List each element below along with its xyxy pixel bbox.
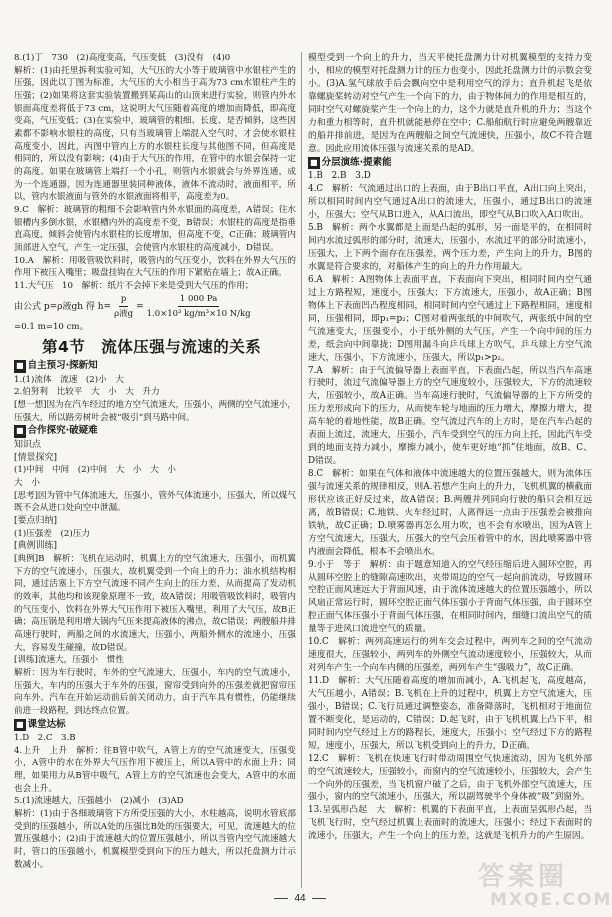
key-points: (1)压强差 (2)压力 (14, 528, 90, 539)
scenario-label: [情景探究] (14, 452, 58, 463)
training-analysis: 解析：因为车行驶时，车外的空气流速大，压强小，车内的空气流速小，压强大，车内的压强大于车外的压强，窗帘受到向外的压强差就把窗帘压向车外。汽车在开始运动前后前关闭动力，由于汽车具有惯性，仍能继续前进一段路程，到达终点位置。 (14, 667, 296, 716)
q10-answer: 10.A 解析：用吸管吸饮料时，吸管内的气压变小，饮料在外界大气压的作用下被压入嘴里；吸盘挂钩在大气压的作用下紧贴在墙上；故A正确。 (14, 255, 296, 279)
continued-analysis: 模型受到一个向上的升力，当天平使托盘测力计对机翼模型的支持力变小，相应的模型对托盘测力计的压力也变小，因此托盘测力计的示数会变小。(3)A.氢气球放手后会飘向空中是利用空气的浮力；直升机起飞是依靠螺旋桨转动对空气产生一个向下的力，由于物体间力的作用是相互的，同时空气对螺旋桨产生一个向上的力，这个力就是直升机的升力；当这个力和重力相等时，直升机就能悬停在空中；C.船舶航行时应避免两艘靠近的船并排前进，是因为在两艘船之间空气流速快，压强小，故C不符合题意。因此应用流体压强与流速关系的是AD。 (308, 53, 592, 154)
example-training-label: [典例训练] (14, 541, 58, 552)
column-divider (301, 52, 302, 888)
section-cooperative (14, 425, 296, 438)
training-answer: [训练]流速大，压强小 惯性 (14, 655, 124, 666)
chapter-title: 第4节 流体压强与流速的关系 (42, 338, 262, 357)
section-marker-icon: ■ (14, 719, 26, 732)
practice-10: 10.C 解析：两列高速运行的列车交会过程中，两列车之间的空气流动速度很大，压强较小，两列车的外侧空气流动速度较小，压强较大，从而对列车产生一个向车内侧的压强差，两列车产生“强吸力”，故C正确。 (308, 637, 592, 674)
fraction-2-numerator: 1 000 Pa (178, 292, 219, 307)
practice-9: 9.小于 等于 解析：由于题意知道入的空气经压缩后进入圆环空腔，再从圆环空腔上的缝隙高速吹出，夹带周边的空气一起向前流动，导致圆环空腔正面风速远大于背面风速，由于流体流速越大的位置压强越小，所以风扇正常运行时，圆环空腔正面气体压强小于背面气体压强，由于圆环空腔正面气体压强小于背面气体压强，在相同时间内，细缝口流出空气的质量等于进风口流进空气的质量。 (308, 559, 592, 635)
practice-4: 4.C 解析：气流通过出口的上表面，由于B出口平直，A出口向上突出，所以相同时间内空气通过A出口的流速大，压强小，通过B出口的流速小，压强大；空气从B口进入，从A口流出，即空气从B口吹入A口吹出。 (308, 184, 592, 221)
section-marker-icon: ■ (308, 157, 320, 170)
class-answer-5-analysis: 解析：(1)由于各细玻璃管下方所受压强的大小，水柱越高，说明水管底部受到的压强越小，所以A处的压强比B处的压强要大，可见，流速越大的位置压强越小；(2)由于流速越大的位置压强越小，所以当管内空气流速越大时，管口的压强越小，机翼模型受到向下的压力越大，所以托盘测力计示数减小。 (14, 809, 296, 870)
section-classroom-label: 课堂达标 (27, 718, 66, 730)
page-number: 44 (0, 893, 600, 904)
q9-answer: 9.C 解析：玻璃管的粗细不会影响管内外水银面的高度差，A错误；往水银槽内多倒水银，水银槽内外的高度差不变，B错误；水银柱的高度是指垂直高度，倾斜会使管内水银柱的长度增加，但高度不变，C正确；玻璃管内顶部进入空气，产生一定压强，会使管内水银柱的高度减小，D错误。 (14, 204, 296, 253)
practice-7: 7.A 解析：由于气流偏导器上表面平直，下表面凸起，所以当汽车高速行驶时，流过气流偏导器上方的空气速度较小，压强较大，下方的流速较大，压强较小，故A正确。当车高速行驶时，气流偏导器的上下方所受的压力差形成向下的压力，从而使车轮与地面的压力增大，摩擦力增大，提高车轮的着地性能，故B正确。空气流过汽车的上方时，是在汽车凸起的表面上流过，流速大，压强小，汽车受到空气的压力向上托，因此汽车受到的地面支持力减小，摩擦力减小，使车更好地“抓”住地面，故B、C、D错误。 (308, 365, 592, 467)
fraction-1-numerator: p (119, 292, 128, 307)
example-answer: [典例]B 解析：飞机在运动时，机翼上方的空气流速大，压强小，而机翼下方的空气流速小，压强大，故机翼受到一个向上的升力；油水机结构相同，通过活塞上下方空气流速不同产生向上的压力差，从而提高了发动机的效率，其他均和该现象原理不一致，故A错误；用吸管吸饮料时，吸管内的气压变小，饮料在外界大气压作用下被压入嘴里，利用了大气压，故B正确；高压锅是利用增大锅内气压来提高液体的沸点，故C错误；两艘船并排高速行驶时，两船之间的水流速大，压强小，两船外侧水的流速小，压强大，容易发生碰撞，故D错误。 (14, 553, 296, 653)
practice-1-3: 1.B 2.B 3.D (308, 171, 371, 182)
section-cooperative-label: 合作探究·破疑难 (27, 425, 98, 437)
q11-formula (14, 292, 296, 321)
left-column (14, 52, 296, 871)
preview-2: 2.伯努利 比较平 大 小 大 升力 (14, 387, 160, 398)
fraction-1 (114, 292, 133, 321)
thinking-answer: [思考]因为管中气体流速大，压强小，管外气体流速小，压强大，所以煤气既不会从进口处向空中泄漏。 (14, 490, 296, 514)
section-self-study-label: 自主预习·探新知 (27, 360, 98, 372)
class-answer-5: 5.(1)流速越大，压强越小 (2)减小 (3)AD (14, 796, 184, 807)
practice-6: 6.A 解析：A图物体上表面平直，下表面向下突出，相同时间内空气通过上方路程短，速度小，压强大；下方流速大，压强小，故A正确；B图物体上下表面凹凸程度相同，相同时间内空气通过上下路程相同，速度相同，压强相同，即p₁=p₂；C图对着两张纸的中间吹气，两张纸中间的空气流速变大，压强变小，小于纸外侧的大气压，产生一个向中间的压力差，纸会向中间靠拢；D图用漏斗向乒乓球上方吹气，乒乓球上方空气流速大，压强小，下方流速小，压强大，所以p₁>p₂。 (308, 274, 592, 363)
practice-13: 13.呈弧形凸起 大 解析：机翼的下表面平直，上表面呈弧形凸起，当飞机飞行时，空气经过机翼上表面时的流速大，压强小；经过下表面时的流速小，压强大，产生一个向上的压力差，这就是飞机升力的产生原因。 (308, 805, 592, 842)
scenario-answer-2: 大 小 (14, 478, 40, 489)
class-answers-1-3: 1.D 2.C 3.B (14, 733, 76, 744)
fraction-2-denominator: 1.0×10³ kg/m³×10 N/kg (146, 309, 251, 320)
formula-left: 由公式 p=ρ液gh 得 h= (14, 301, 112, 312)
q8-analysis: 解析：(1)由托里拆利实验可知，大气压的大小等于玻璃管中水银柱产生的压强，因此以丁图为标准，大气压的大小相当于高为73 cm水银柱产生的压强；(2)如果将这套实验装置搬到某高山的山顶来进行实验，则管内外水银面高度差将低于73 cm，这说明大气压随着高度的增加而降低，即高度变高，气压变低；(3)在实验中，玻璃管的粗细、长度、是否倾斜，这些因素都不影响水银柱的高度，只有当玻璃管上端混入空气时，才会使水银柱高度变小，因此，丙图中管内上方的水银柱长度与其他图不同，但高度是相同的，所以没有影响；(4)由于大气压的作用，在管中的水银会保持一定的高度。如果在玻璃管上端打一个小孔，则管内水银就会与外界连通，成为一个连通器，因为连通器里装同种液体，液体不流动时，液面相平，所以，管内水银液面与管外的水银液面将相平，高度差为0。 (14, 65, 296, 203)
scenario-answer-1: (1)中间 中间 (2)中间 大 小 大 小 (14, 465, 176, 476)
q11-result: =0.1 m=10 cm。 (14, 322, 89, 333)
equals-sign: = (136, 301, 144, 312)
q8-answer: 8.(1)丁 730 (2)高度变高，气压变低 (3)没有 (4)0 (14, 53, 231, 63)
fraction-1-denominator: ρ液g (114, 309, 134, 320)
watermark-logo (478, 862, 612, 915)
section-layered-practice (308, 157, 592, 170)
section-layered-practice-label: 分层演练·提素能 (321, 156, 392, 168)
practice-8: 8.C 解析：如果在气体和液体中流速越大的位置压强越大，则为流体压强与流速关系的规律相反，则A.若想产生向上的升力，飞机机翼的横截面形状应该正好反过来，故A错误；B.两艘并列同向行驶的船只会相互远离，故B错误；C.地铁、火车经过时，人离得远一点由于压强差会被推向铁轨，故C正确；D.喷雾器再怎么用力吹，也不会有水喷出，因为A管上方空气流速大，压强大，压强大的空气会压着管中的水，因此喷雾器中管内液面会降低，根本不会喷出水。 (308, 469, 592, 557)
fraction-2 (147, 292, 251, 321)
right-column (308, 52, 592, 843)
practice-11: 11.D 解析：大气压随着高度的增加而减小，A.飞机起飞，高度越高，大气压越小，A错误；B.飞机在上升的过程中，机翼上方空气流速大，压强小，B错误；C.飞行员通过调整姿态，准备降落时，飞机相对于地面位置不断变化，是运动的，C错误；D.起飞时，由于飞机机翼上凸下平，相同时间内空气经过上方的路程长，速度大，压强小；空气经过下方的路程短，速度小，压强大，所以飞机受到向上的升力，D正确。 (308, 676, 592, 751)
section-classroom (14, 719, 296, 732)
section-marker-icon: ■ (14, 360, 26, 373)
watermark-line-1: 答案圈 (478, 862, 569, 892)
section-marker-icon: ■ (14, 425, 26, 438)
practice-12: 12.C 解析：飞机在快速飞行时带动周围空气快速流动，因为飞机外部的空气流速较大，压强较小，而窗内的空气流速较小，压强较大，会产生一个向外的压强差，当飞机窗户破了之后，由于飞机外部空气流速大，压强小，窗内的空气流速小，压强大，所以副驾驶半个身体被“吸”到窗外。 (308, 753, 592, 803)
section-self-study (14, 360, 296, 373)
practice-5: 5.B 解析：两个水翼都是上面是凸起的弧形，另一面是平的，在相同时间内水流过弧形的部分时，流速大，压强小，水流过平的部分时流速小，压强大，上下两个面存在压强差，两个压力差，产生向上的升力，B图的水翼是符合要求的，对船体产生的向上的升力作用最大。 (308, 223, 592, 272)
watermark-line-2: MXQE.COM (490, 890, 612, 910)
knowledge-point-label: 知识点 (14, 440, 42, 451)
q11-answer: 11.大气压 10 解析：纸片不会掉下来是受到大气压的作用； (14, 280, 254, 291)
preview-1: 1.(1)流体 流速 (2)小 大 (14, 374, 124, 385)
key-points-label: [要点归纳] (14, 516, 58, 526)
class-answer-4: 4.上升 上升 解析：往B管中吹气，A管上方的空气流速变大，压强变小，A管中的水在外界大气压作用下被压上，所以A管中的水面上升；同理，如果用力从B管中吸气，A管上方的空气流速也会变大，A管中的水面也会上升。 (14, 745, 296, 794)
think-about-it: [想一想]因为在汽车经过的地方空气流速大，压强小，两侧的空气流速小，压强大，所以路旁树叶会被“吸引”到马路中间。 (14, 400, 296, 423)
